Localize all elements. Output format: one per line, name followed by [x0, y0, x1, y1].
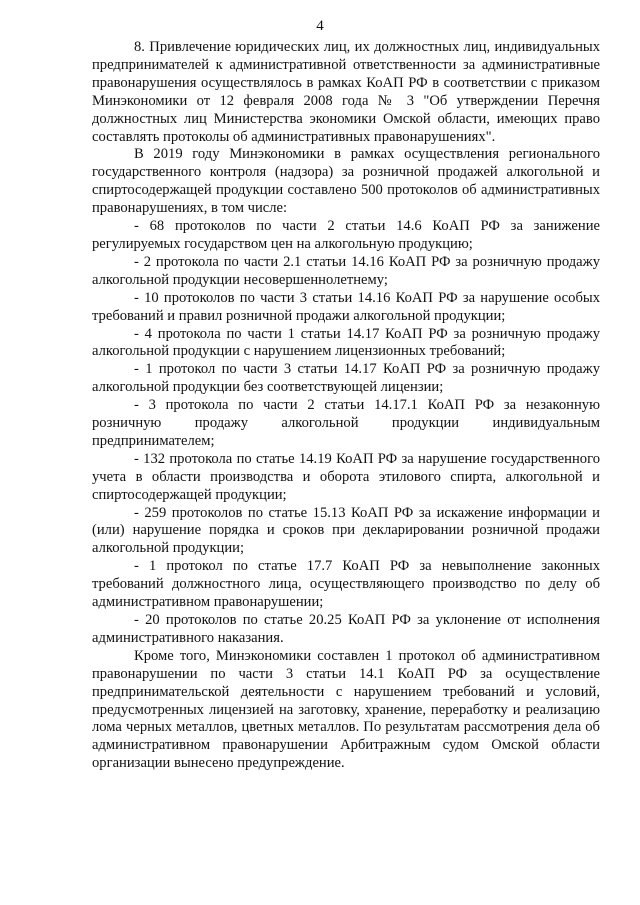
paragraph-final: Кроме того, Минэкономики составлен 1 протокол об административном правонарушении по части 3 статьи 14.1 КоАП РФ за осуществление предпринимательской деятельности с нарушением требований и условий, предусмотренных лицензией на заготовку, хранение, переработку и реализацию лома черных металлов, цветных металлов. По результатам рассмотрения дела об административном правонарушении Арбитражным судом Омской области организации вынесено предупреждение. [92, 647, 600, 772]
page-number: 4 [316, 18, 324, 34]
list-item: - 10 протоколов по части 3 статьи 14.16 КоАП РФ за нарушение особых требований и правил розничной продажи алкогольной продукции; [92, 289, 600, 324]
list-item: - 1 протокол по статье 17.7 КоАП РФ за невыполнение законных требований должностного лица, осуществляющего производство по делу об административном правонарушении; [92, 558, 600, 611]
document-body [92, 39, 600, 773]
list-item: - 20 протоколов по статье 20.25 КоАП РФ за уклонение от исполнения административного наказания. [92, 612, 600, 646]
paragraph-8: 8. Привлечение юридических лиц, их должностных лиц, индивидуальных предпринимателей к административной ответственности за административные правонарушения осуществлялось в рамках КоАП РФ в соответствии с приказом Минэкономики от 12 февраля 2008 года № 3 "Об утверждении Перечня должностных лиц Министерства экономики Омской области, имеющих право составлять протоколы об административных правонарушениях". [92, 39, 600, 145]
list-item: - 259 протоколов по статье 15.13 КоАП РФ за искажение информации и (или) нарушение порядка и сроков при декларировании розничной продажи алкогольной продукции; [92, 504, 600, 557]
list-item: - 3 протокола по части 2 статьи 14.17.1 КоАП РФ за незаконную розничную продажу алкогольной продукции индивидуальным предпринимателем; [92, 397, 600, 449]
list-item: - 68 протоколов по части 2 статьи 14.6 КоАП РФ за занижение регулируемых государством цен на алкогольную продукцию; [92, 218, 600, 252]
list-item: - 2 протокола по части 2.1 статьи 14.16 КоАП РФ за розничную продажу алкогольной продукции несовершеннолетнему; [92, 253, 600, 288]
paragraph-2019-summary: В 2019 году Минэкономики в рамках осуществления регионального государственного контроля (надзора) за розничной продажей алкогольной и спиртосодержащей продукции составлено 500 протоколов об административных правонарушениях, в том числе: [92, 146, 600, 217]
list-item: - 1 протокол по части 3 статьи 14.17 КоАП РФ за розничную продажу алкогольной продукции без соответствующей лицензии; [92, 361, 600, 396]
list-item: - 132 протокола по статье 14.19 КоАП РФ за нарушение государственного учета в области производства и оборота этилового спирта, алкогольной и спиртосодержащей продукции; [92, 450, 600, 503]
list-item: - 4 протокола по части 1 статьи 14.17 КоАП РФ за розничную продажу алкогольной продукции с нарушением лицензионных требований; [92, 325, 600, 360]
